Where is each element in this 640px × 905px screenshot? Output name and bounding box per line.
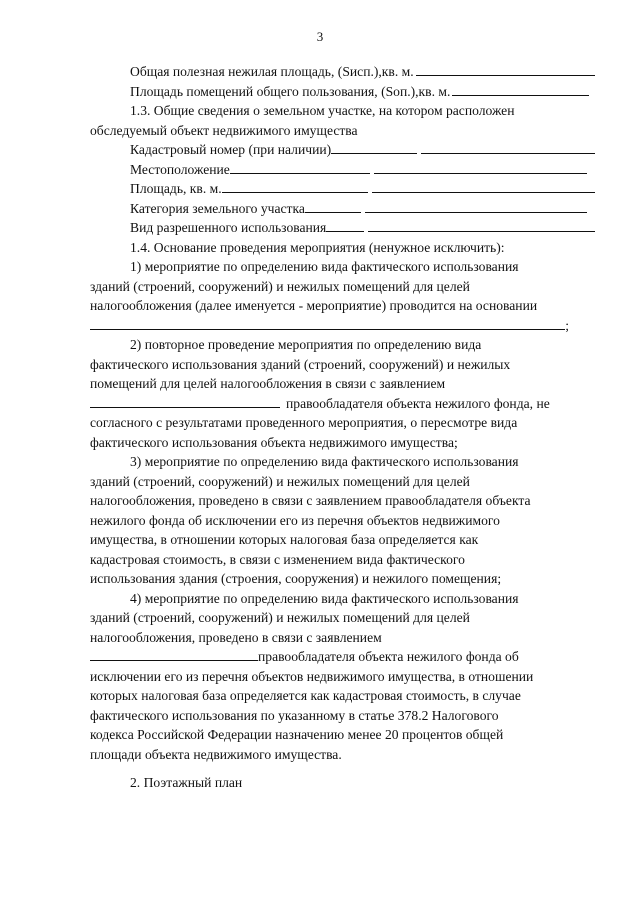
text-line: обследуемый объект недвижимого имущества xyxy=(90,122,358,138)
page-number: 3 xyxy=(316,29,324,44)
document-body xyxy=(90,62,595,764)
text-line xyxy=(90,335,595,355)
section-2-heading: 2. Поэтажный план xyxy=(130,775,243,790)
blank-line xyxy=(305,199,361,213)
blank-line xyxy=(222,179,368,193)
blank-line xyxy=(230,160,370,174)
field-label: Вид разрешенного использования xyxy=(130,220,327,235)
blank-line xyxy=(421,140,595,154)
text: правообладателя объекта нежилого фонда об xyxy=(258,649,519,664)
field-location xyxy=(90,160,595,180)
text: ; xyxy=(565,317,569,333)
text-line: зданий (строений, сооружений) и нежилых помещений для целей xyxy=(90,278,470,294)
field-basis xyxy=(90,316,595,336)
field-label: Площадь, кв. м. xyxy=(130,181,222,196)
text-line: площади объекта недвижимого имущества. xyxy=(90,746,342,762)
blank-line xyxy=(331,140,417,154)
text-line: зданий (строений, сооружений) и нежилых помещений для целей xyxy=(90,473,470,489)
text-line: кодекса Российской Федерации назначению менее 20 процентов общей xyxy=(90,727,504,742)
field-label: Площадь помещений общего пользования, (Sоп.),кв. м. xyxy=(130,83,451,99)
blank-line xyxy=(326,218,364,232)
text: правообладателя объекта нежилого фонда, не xyxy=(286,395,550,411)
blank-line xyxy=(90,316,565,330)
blank-line xyxy=(365,199,587,213)
text-line: которых налоговая база определяется как кадастровая стоимость, в случае xyxy=(90,688,521,703)
subsection-1-3-heading xyxy=(90,101,595,121)
text-line: имущества, в отношении которых налоговая база определяется как xyxy=(90,532,479,547)
field-applicant xyxy=(90,394,595,414)
field-permitted-use xyxy=(90,218,595,238)
text: 1) мероприятие по определению вида фактического использования xyxy=(130,259,519,274)
blank-line xyxy=(416,62,595,76)
text-line: нежилого фонда об исключении его из перечня объектов недвижимого xyxy=(90,512,500,528)
field-label: Категория земельного участка xyxy=(130,200,305,216)
text-line: исключении его из перечня объектов недвижимого имущества, в отношении xyxy=(90,668,534,684)
blank-line xyxy=(374,160,587,174)
field-label: Общая полезная нежилая площадь, (Sисп.),кв. м. xyxy=(130,64,414,79)
text-line: согласного с результатами проведенного мероприятия, о пересмотре вида xyxy=(90,415,518,430)
field-common-area xyxy=(90,82,595,102)
field-label: Местоположение xyxy=(130,161,230,177)
blank-line xyxy=(372,179,595,193)
text-line: налогообложения, проведено в связи с заявлением правообладателя объекта xyxy=(90,493,531,508)
field-plot-area xyxy=(90,179,595,199)
subsection-1-4-heading: 1.4. Основание проведения мероприятия (ненужное исключить): xyxy=(130,239,505,255)
field-cadastral-number xyxy=(90,140,595,160)
text-line: налогообложения, проведено в связи с заявлением xyxy=(90,629,382,645)
text-line: 1.3. Общие сведения о земельном участке, на котором расположен xyxy=(130,103,515,118)
field-land-category xyxy=(90,199,595,219)
text-line xyxy=(90,257,595,277)
blank-line xyxy=(90,647,258,661)
text-line: использования здания (строения, сооружения) и нежилого помещения; xyxy=(90,571,502,586)
text-line: кадастровая стоимость, в связи с изменением вида фактического xyxy=(90,551,465,567)
text-line: 3) мероприятие по определению вида фактического использования xyxy=(130,454,519,469)
field-label: Кадастровый номер (при наличии) xyxy=(130,142,332,157)
blank-line xyxy=(90,394,280,408)
blank-line xyxy=(452,82,589,96)
text-line: помещений для целей налогообложения в связи с заявлением xyxy=(90,376,446,391)
field-usable-area xyxy=(90,62,595,82)
field-applicant-2 xyxy=(90,647,595,667)
text-line: фактического использования объекта недвижимого имущества; xyxy=(90,434,458,450)
text-line: фактического использования зданий (строений, сооружений) и нежилых xyxy=(90,356,511,372)
text-line: зданий (строений, сооружений) и нежилых помещений для целей xyxy=(90,610,470,625)
text-line: налогообложения (далее именуется - мероприятие) проводится на основании xyxy=(90,298,538,313)
text: 2) повторное проведение мероприятия по определению вида xyxy=(130,337,482,352)
blank-line xyxy=(368,218,595,232)
text-line: фактического использования по указанному в статье 378.2 Налогового xyxy=(90,707,499,723)
text-line: 4) мероприятие по определению вида фактического использования xyxy=(130,590,519,606)
